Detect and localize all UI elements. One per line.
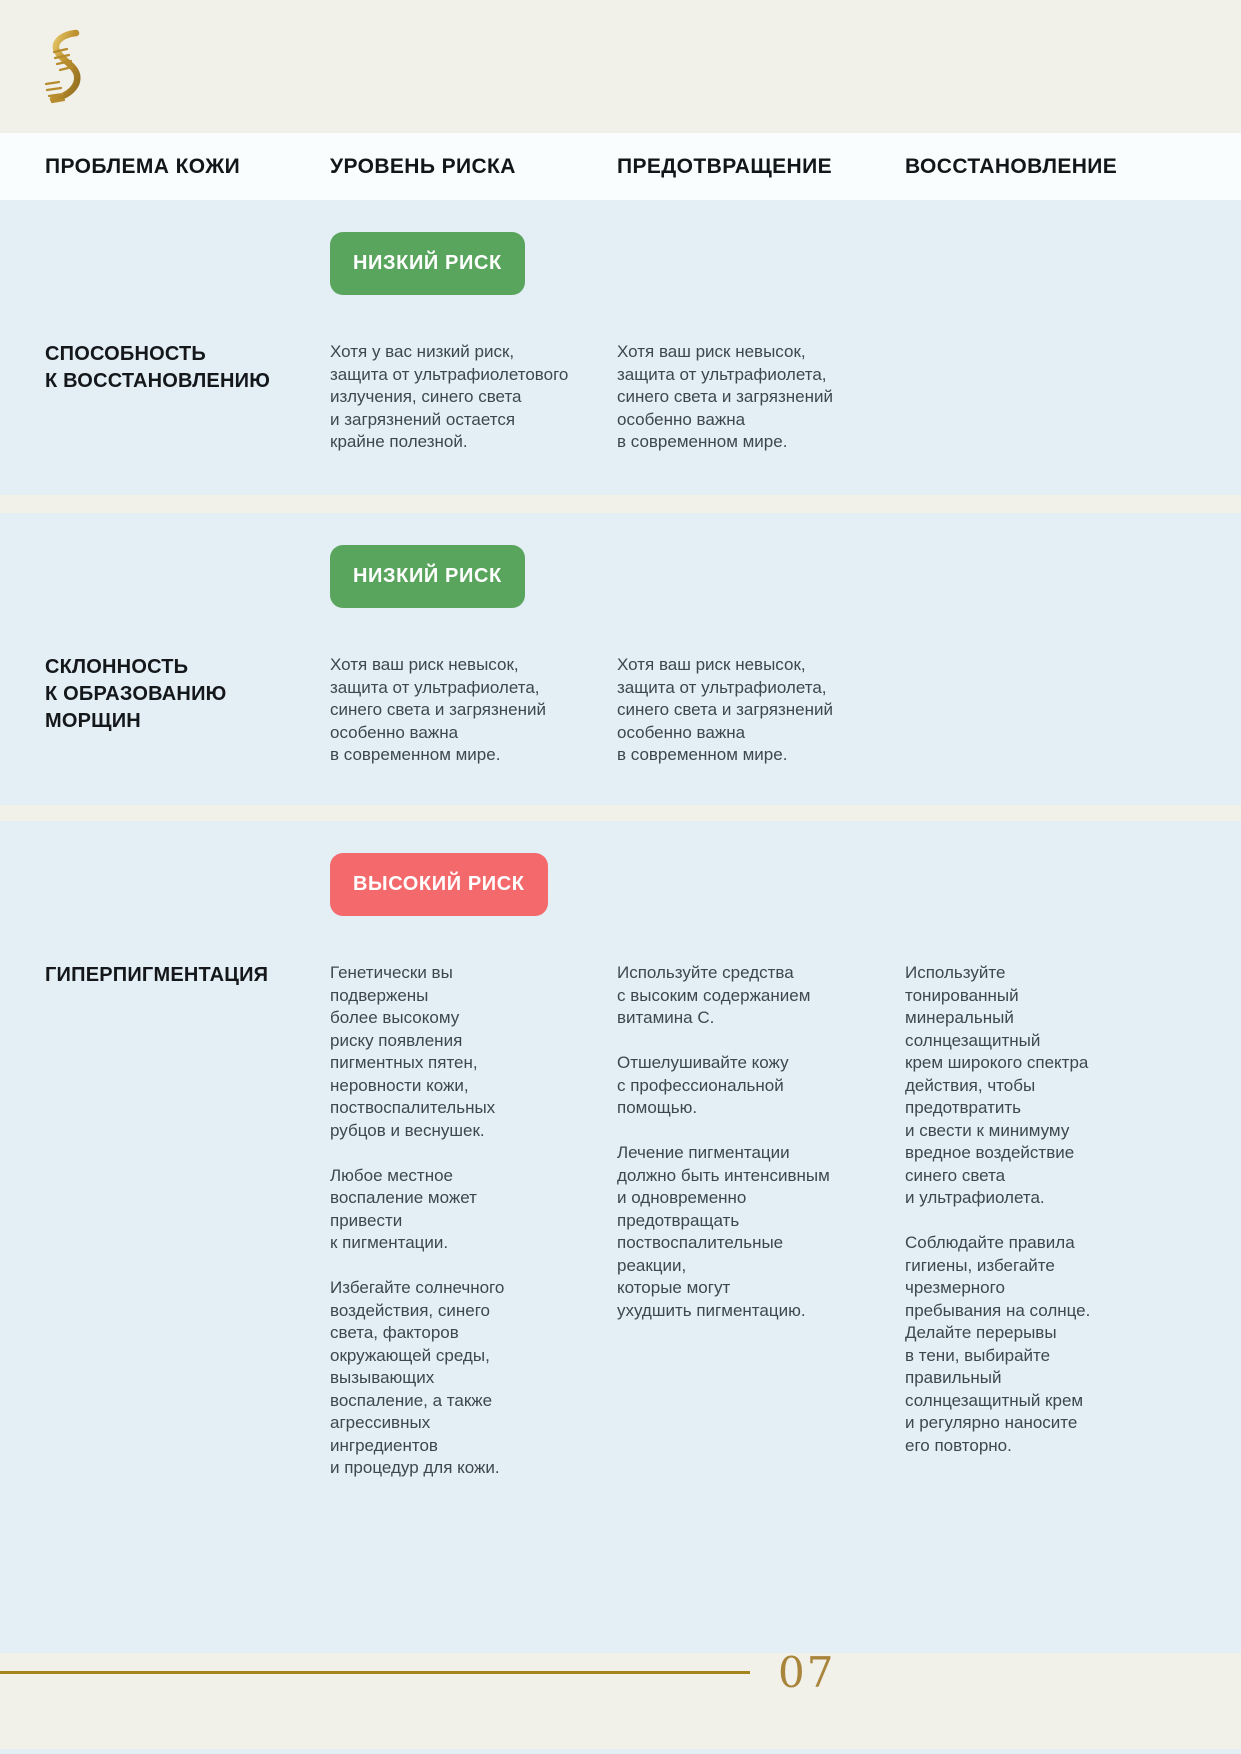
- bottom-edge-strip: [0, 1749, 1241, 1754]
- column-header-prevention: ПРЕДОТВРАЩЕНИЕ: [617, 154, 832, 178]
- risk-badge-low: НИЗКИЙ РИСК: [330, 545, 525, 608]
- section-text-row: [45, 341, 1196, 454]
- skin-problem-title: ГИПЕРПИГМЕНТАЦИЯ: [45, 964, 269, 986]
- section-recovery-ability: [0, 200, 1241, 495]
- skin-problem-title: СПОСОБНОСТЬ К ВОССТАНОВЛЕНИЮ: [45, 343, 271, 392]
- section-text-row: [45, 962, 1196, 1480]
- badge-row: [45, 821, 1196, 916]
- section-text-row: [45, 654, 1196, 767]
- column-header-risk-level: УРОВЕНЬ РИСКА: [330, 154, 516, 178]
- risk-badge-low: НИЗКИЙ РИСК: [330, 232, 525, 295]
- risk-badge-high: ВЫСОКИЙ РИСК: [330, 853, 548, 916]
- page-top-margin: [0, 0, 1241, 133]
- risk-description: Хотя у вас низкий риск, защита от ультрафиолетового излучения, синего света и загрязнений остается крайне полезной.: [330, 342, 569, 451]
- prevention-text: Используйте средства с высоким содержанием витамина С. Отшелушивайте кожу с профессиональной помощью. Лечение пигментации должно быть интенсивным и одновременно предотвращать поствоспалительные реакции, которые могут ухудшить пигментацию.: [617, 963, 830, 1320]
- skin-problem-title: СКЛОННОСТЬ К ОБРАЗОВАНИЮ МОРЩИН: [45, 656, 227, 732]
- badge-row: [45, 200, 1196, 295]
- dna-helix-logo: [38, 28, 92, 108]
- risk-description: Хотя ваш риск невысок, защита от ультрафиолета, синего света и загрязнений особенно важна в современном мире.: [330, 655, 547, 764]
- column-header-skin-problem: ПРОБЛЕМА КОЖИ: [45, 154, 241, 178]
- column-header-recovery: ВОССТАНОВЛЕНИЕ: [905, 154, 1118, 178]
- table-header: [0, 133, 1241, 200]
- badge-row: [45, 513, 1196, 608]
- section-wrinkle-tendency: [0, 513, 1241, 805]
- footer-divider-line: [0, 1671, 750, 1674]
- page-footer: [0, 1647, 1241, 1697]
- section-hyperpigmentation: [0, 821, 1241, 1653]
- page-number: 07: [778, 1647, 836, 1697]
- prevention-text: Хотя ваш риск невысок, защита от ультрафиолета, синего света и загрязнений особенно важна в современном мире.: [617, 342, 834, 451]
- prevention-text: Хотя ваш риск невысок, защита от ультрафиолета, синего света и загрязнений особенно важна в современном мире.: [617, 655, 834, 764]
- recovery-text: Используйте тонированный минеральный солнцезащитный крем широкого спектра действия, чтобы предотвратить и свести к минимуму вредное воздействие синего света и ультрафиолета. Соблюдайте правила гигиены, избегайте чрезмерного пребывания на солнце. Делайте перерывы в тени, выбирайте правильный солнцезащитный крем и регулярно наносите его повторно.: [905, 963, 1091, 1455]
- risk-description: Генетически вы подвержены более высокому риску появления пигментных пятен, неровности кожи, поствоспалительных рубцов и веснушек. Любое местное воспаление может привести к пигментации. Избегайте солнечного воздействия, синего света, факторов окружающей среды, вызывающих воспаление, а также агрессивных ингредиентов и процедур для кожи.: [330, 963, 505, 1477]
